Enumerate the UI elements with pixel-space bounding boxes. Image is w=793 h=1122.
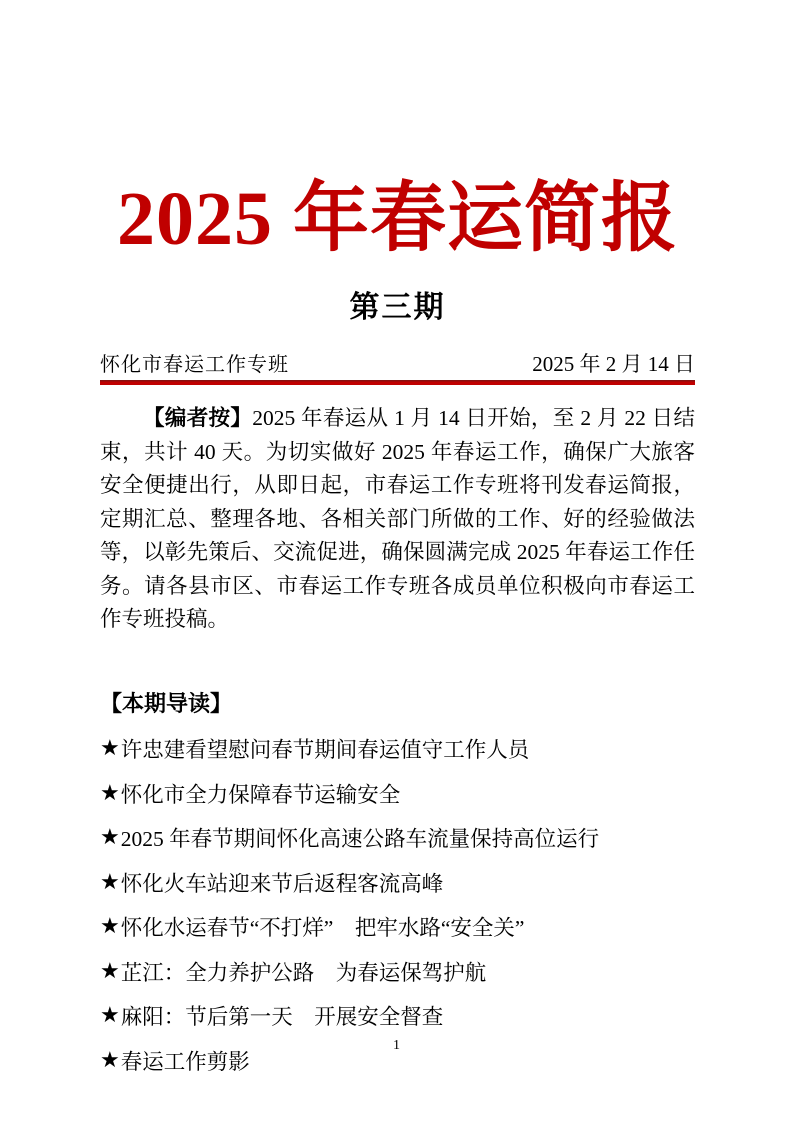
- star-icon: ★: [100, 869, 120, 895]
- toc-item-label: 怀化火车站迎来节后返程客流高峰: [120, 871, 444, 896]
- toc-item-label: 芷江：全力养护公路 为春运保驾护航: [120, 960, 487, 985]
- toc-item: [100, 816, 695, 861]
- toc-item: [100, 727, 695, 772]
- star-icon: ★: [100, 780, 120, 806]
- page-number: 1: [393, 1038, 400, 1053]
- header-rule: [100, 380, 695, 385]
- editor-note-label: 【编者按】: [143, 406, 253, 431]
- editor-note: [100, 402, 695, 637]
- toc-item: [100, 905, 695, 950]
- star-icon: ★: [100, 825, 120, 851]
- toc-item: [100, 860, 695, 905]
- toc-list: [100, 727, 695, 1083]
- toc-item: [100, 771, 695, 816]
- issue-label: 第三期: [349, 291, 446, 325]
- star-icon: ★: [100, 958, 120, 984]
- document-title: 2025 年春运简报: [117, 177, 678, 261]
- masthead-row: [100, 352, 695, 377]
- toc-item-label: 春运工作剪影: [120, 1049, 250, 1074]
- editor-note-body: 2025 年春运从 1 月 14 日开始，至 2 月 22 日结束，共计 40 天。为切实做好 2025 年春运工作，确保广大旅客安全便捷出行，从即日起，市春运工作专班将刊发春运简报，定期汇总、整理各地、各相关部门所做的工作、好的经验做法等，以彰先策后、交流促进，确保圆满完成 2025 年春运工作任务。请各县市区、市春运工作专班各成员单位积极向市春运工作专班投稿。: [100, 406, 695, 632]
- toc-item-label: 2025 年春节期间怀化高速公路车流量保持高位运行: [120, 827, 600, 852]
- toc-item-label: 怀化市全力保障春节运输安全: [120, 782, 401, 807]
- toc-item-label: 麻阳：节后第一天 开展安全督查: [120, 1005, 444, 1030]
- toc-section: [100, 689, 695, 1083]
- toc-heading: 【本期导读】: [100, 690, 233, 716]
- star-icon: ★: [100, 1047, 120, 1073]
- toc-item: [100, 949, 695, 994]
- issue-date: 2025 年 2 月 14 日: [532, 352, 695, 377]
- star-icon: ★: [100, 736, 120, 762]
- toc-item: [100, 994, 695, 1039]
- toc-item-label: 许忠建看望慰问春节期间春运值守工作人员: [120, 738, 530, 763]
- star-icon: ★: [100, 914, 120, 940]
- issuing-org: 怀化市春运工作专班: [100, 354, 289, 377]
- star-icon: ★: [100, 1003, 120, 1029]
- toc-item-label: 怀化水运春节“不打烊” 把牢水路“安全关”: [120, 916, 525, 941]
